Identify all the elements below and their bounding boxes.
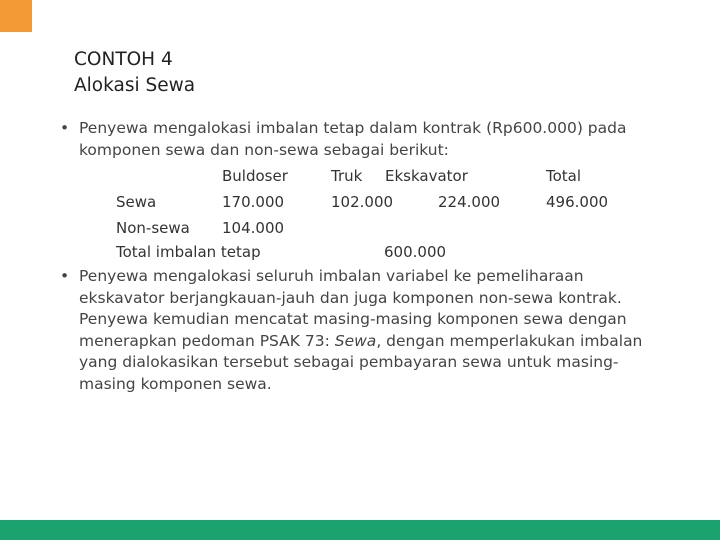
page-title (74, 47, 195, 99)
bullet-1 (60, 118, 626, 161)
bullet-2-line-6: masing komponen sewa. (79, 374, 272, 393)
bullet-2-line-2: ekskavator berjangkauan-jauh dan juga komponen non-sewa kontrak. (79, 288, 622, 307)
row-sewa-ekskavator: 224.000 (438, 193, 501, 211)
title-line-1: CONTOH 4 (74, 49, 173, 70)
row-sewa-total: 496.000 (546, 193, 609, 211)
header-total: Total (546, 167, 582, 185)
row-sewa-buldoser: 170.000 (222, 193, 285, 211)
bullet-1-line-2: komponen sewa dan non-sewa sebagai berikut: (79, 140, 449, 159)
bullet-marker: • (60, 267, 70, 285)
total-value: 600.000 (384, 243, 447, 261)
bullet-2 (60, 266, 642, 395)
total-label: Total imbalan tetap (116, 243, 261, 261)
row-nonsewa-label: Non-sewa (116, 219, 190, 237)
footer-bar (0, 520, 720, 540)
bullet-2-line-3: Penyewa kemudian mencatat masing-masing komponen sewa dengan (79, 310, 627, 328)
row-sewa-label: Sewa (116, 193, 157, 211)
header-buldoser: Buldoser (222, 167, 288, 185)
header-truk: Truk (331, 167, 363, 185)
sewa-italic: Sewa (334, 331, 377, 350)
header-ekskavator: Ekskavator (385, 167, 468, 185)
row-sewa-truk: 102.000 (331, 193, 394, 211)
bullet-marker: • (60, 119, 70, 137)
bullet-2-line-4 (79, 331, 642, 353)
row-nonsewa-buldoser: 104.000 (222, 219, 285, 237)
title-line-2: Alokasi Sewa (74, 75, 196, 96)
corner-accent (0, 0, 32, 32)
bullet-2-line-1: Penyewa mengalokasi seluruh imbalan variabel ke pemeliharaan (79, 267, 584, 285)
line-4-rest: , dengan memperlakukan imbalan (376, 331, 643, 350)
line-4-start: menerapkan pedoman PSAK 73: (79, 331, 335, 350)
bullet-2-line-5: yang dialokasikan tersebut sebagai pembayaran sewa untuk masing- (79, 353, 619, 371)
bullet-1-line-1: Penyewa mengalokasi imbalan tetap dalam kontrak (Rp600.000) pada (79, 119, 627, 137)
